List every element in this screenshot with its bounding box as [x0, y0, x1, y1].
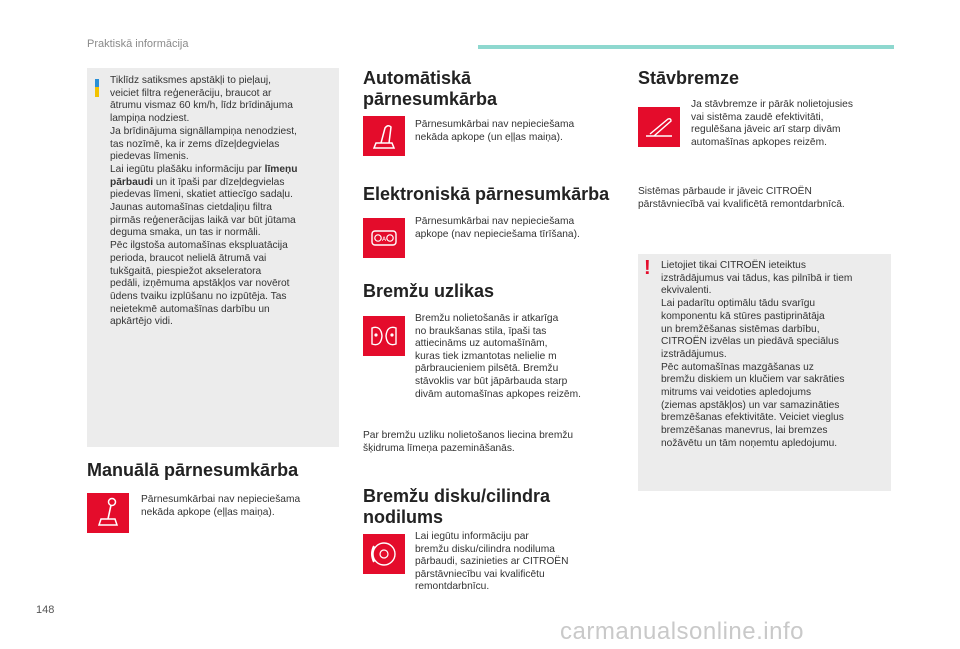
info-box [87, 68, 339, 447]
info-text-part2: un it īpaši par dīzeļdegvielas piedevas līmeni, skatiet attiecīgo sadaļu. Jaunas automašīnas cietdaļiņu filtra pirmās reģenerācijas laikā var būt jūtama deguma smaka, un tas ir normāli. Pēc ilgstoša automašīnas ekspluatācija perioda, braucot nelielā ātrumā vai tukšgaitā, piespiežot akseleratora pedāli, izņēmuma apstākļos var novērot ūdens tvaiku izplūšanu no izpūtēja. Tas neietekmē automašīnas darbību un apkārtējo vidi. [110, 176, 296, 328]
section-header-bar [478, 45, 894, 49]
watermark: carmanualsonline.info [560, 618, 804, 645]
page-number: 148 [36, 604, 55, 616]
brake-disc-icon [363, 534, 405, 574]
warning-box-text: Lietojiet tikai CITROËN ieteiktus izstrādājumus vai tādus, kas pilnībā ir tiem ekvivalenti. Lai padarītu optimālu tādu svarīgu komponentu kā stūres pastiprinātāja un bremžēšanas sistēmas darbību, CITROËN izvēlas un piedāvā speciālus izstrādājumus. Pēc automašīnas mazgāšanas uz bremžu diskiem un klučiem var sakrāties mitrums vai veidoties apledojums (ziemas apstākļos) un var samazināties bremzēšanas efektivitāte. Veiciet vieglus bremzēšanas manevrus, lai bremzes nožāvētu un tām noņemtu apledojumu. [661, 260, 853, 449]
info-box-text [110, 75, 332, 329]
manual-gearbox-icon [87, 493, 129, 533]
automatic-gearbox-text: Pārnesumkārbai nav nepieciešama nekāda apkope (un eļļas maiņa). [415, 119, 575, 143]
parking-brake-text: Ja stāvbremze ir pārāk nolietojusies vai sistēma zaudē efektivitāti, regulēšana jāveic arī starp divām automašīnas apkopes reizēm. [691, 99, 853, 148]
svg-text:A: A [381, 236, 387, 243]
electronic-gearbox-title: Elektroniskā pārnesumkārba [363, 184, 610, 204]
parking-brake-icon [638, 107, 680, 147]
electronic-gearbox-text: Pārnesumkārbai nav nepieciešama apkope (nav nepieciešama tīrīšana). [415, 216, 580, 240]
brake-pads-icon [363, 316, 405, 356]
brake-pads-text: Bremžu nolietošanās ir atkarīga no braukšanas stila, īpaši tas attiecināms uz automašīnām, kuras tiek izmantotas nelielie m pārbraucieniem pilsētā. Bremžu stāvoklis var būt jāpārbauda starp divām automašīnas apkopes reizēm. [415, 313, 581, 400]
info-text-bold: līmeņu pārbaudi [110, 163, 298, 188]
brake-discs-title: Bremžu disku/cilindra nodilums [363, 486, 551, 527]
warning-exclamation-icon: ! [644, 257, 651, 279]
electronic-gearbox-icon [363, 218, 405, 258]
parking-brake-note: Sistēmas pārbaude ir jāveic CITROËN pārstāvniecībā vai kvalificētā remontdarbnīcā. [638, 186, 845, 210]
brake-pads-title: Bremžu uzlikas [363, 281, 495, 301]
section-header-label: Praktiskā informācija [87, 38, 189, 50]
info-text-part1: Tiklīdz satiksmes apstākļi to pieļauj, veiciet filtra reģenerāciju, braucot ar ātrumu vismaz 60 km/h, līdz brīdinājuma lampiņa nodziest. Ja brīdinājuma signāllampiņa nenodziest, tas nozīmē, ka ir zems dīzeļdegvielas piedevas līmenis. Lai iegūtu plašāku informāciju par [110, 75, 297, 175]
manual-gearbox-text: Pārnesumkārbai nav nepieciešama nekāda apkope (eļļas maiņa). [141, 494, 301, 518]
parking-brake-title: Stāvbremze [638, 68, 740, 88]
automatic-gearbox-icon [363, 116, 405, 156]
info-marker-icon [95, 79, 99, 97]
brake-pads-note: Par bremžu uzliku nolietošanos liecina bremžu šķidruma līmeņa pazemināšanās. [363, 430, 574, 454]
automatic-gearbox-title: Automātiskā pārnesumkārba [363, 68, 498, 109]
manual-gearbox-title: Manuālā pārnesumkārba [87, 460, 299, 480]
warning-box [638, 254, 891, 491]
brake-discs-text: Lai iegūtu informāciju par bremžu disku/cilindra nodiluma pārbaudi, sazinieties ar CITROËN pārstāvniecību vai kvalificētu remontdarbnīcu. [415, 531, 569, 593]
